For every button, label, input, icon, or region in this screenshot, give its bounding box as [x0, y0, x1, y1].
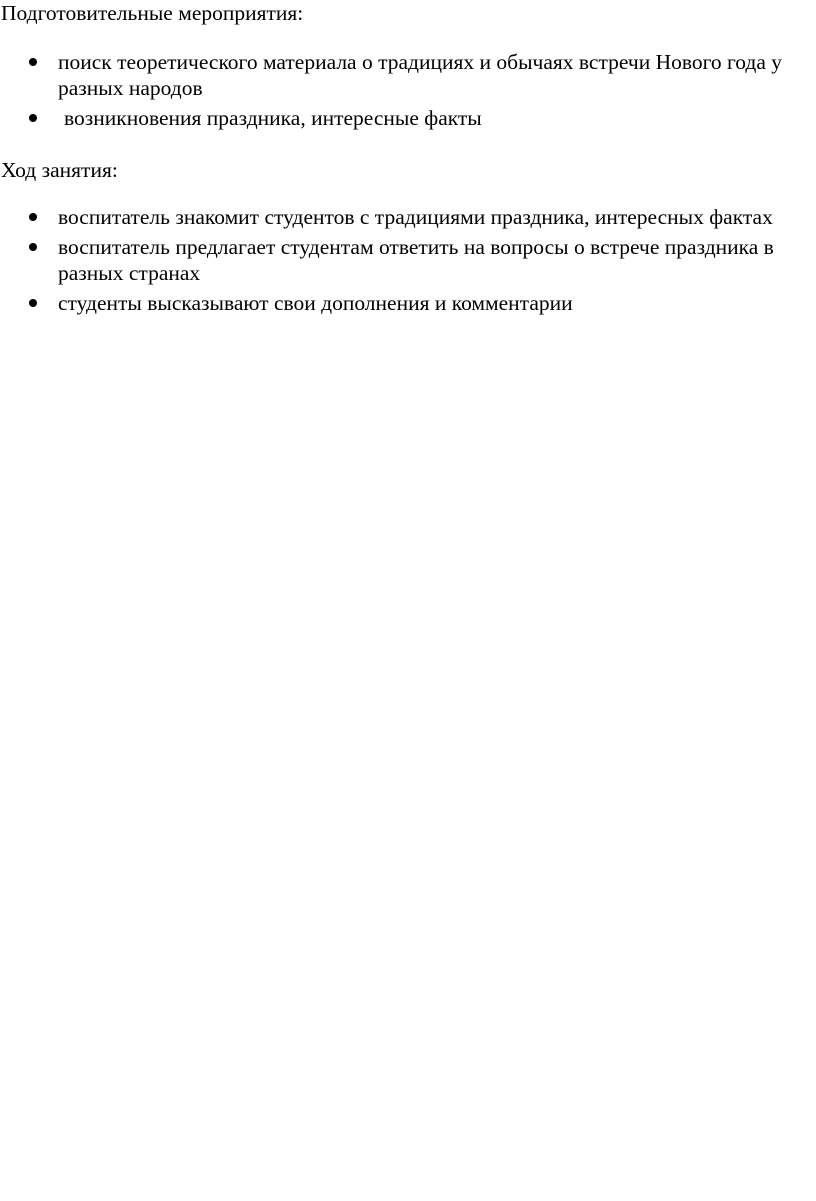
- list-item-text: воспитатель знакомит студентов с традициями праздника, интересных фактах: [58, 205, 773, 229]
- list-item-text: поиск теоретического материала о традициях и обычаях встречи Нового года у разных народов: [58, 50, 783, 100]
- bullet-icon: [29, 243, 37, 251]
- preparation-heading: Подготовительные мероприятия:: [1, 1, 304, 25]
- list-item: [0, 105, 816, 131]
- preparation-list: [0, 49, 816, 135]
- list-item: [0, 234, 816, 286]
- list-item: [0, 49, 816, 101]
- lesson-heading: Ход занятия:: [1, 158, 118, 182]
- bullet-icon: [29, 299, 37, 307]
- bullet-icon: [29, 114, 37, 122]
- bullet-icon: [29, 213, 37, 221]
- list-item: [0, 204, 816, 230]
- list-item-text: студенты высказывают свои дополнения и комментарии: [58, 291, 573, 315]
- bullet-icon: [29, 58, 37, 66]
- list-item: [0, 290, 816, 316]
- list-item-text: воспитатель предлагает студентам ответить на вопросы о встрече праздника в разных странах: [58, 235, 774, 285]
- lesson-list: [0, 204, 816, 320]
- list-item-text: возникновения праздника, интересные факты: [64, 106, 482, 130]
